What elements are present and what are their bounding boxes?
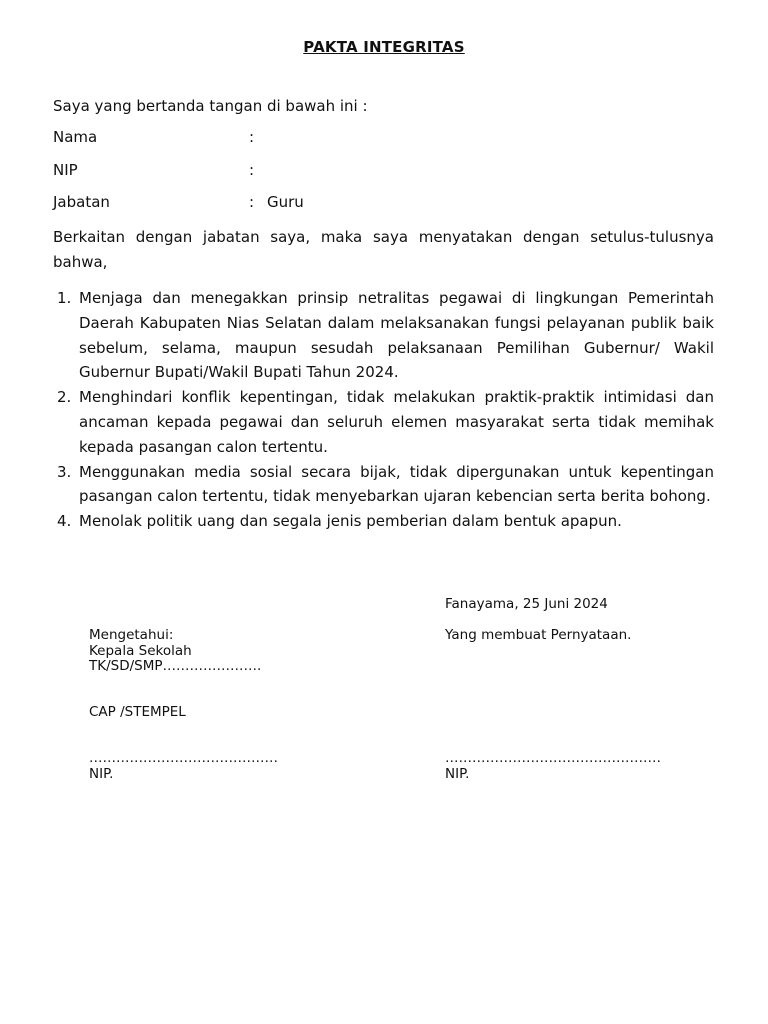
left-signature-name-line: …………………………………… [89, 750, 278, 766]
field-label: Nama [53, 128, 98, 146]
list-item-text: Menjaga dan menegakkan prinsip netralitas pegawai di lingkungan Pemerintah Daerah Kabupaten Nias Selatan dalam melaksanakan fungsi pelayanan publik baik sebelum, selama, maupun sesudah pelaksanaan Pemilihan Gubernur/ Wakil Gubernur Bupati/Wakil Bupati Tahun 2024. [79, 289, 714, 382]
list-item-text: Menghindari konflik kepentingan, tidak melakukan praktik-praktik intimidasi dan ancaman kepada pegawai dan seluruh elemen masyarakat serta tidak memihak kepada pasangan calon tertentu. [79, 388, 714, 456]
right-signature-role: Yang membuat Pernyataan. [445, 627, 632, 643]
document-title: PAKTA INTEGRITAS [303, 38, 465, 56]
field-value: Guru [267, 193, 304, 211]
field-colon: : [249, 128, 255, 146]
list-item [53, 385, 714, 459]
statement-paragraph: Berkaitan dengan jabatan saya, maka saya menyatakan dengan setulus-tulusnya bahwa, [53, 228, 714, 271]
field-colon: : [249, 193, 255, 211]
intro-text: Saya yang bertanda tangan di bawah ini : [53, 97, 368, 115]
list-item [53, 509, 714, 534]
field-colon: : [249, 161, 255, 179]
stamp-placeholder: CAP /STEMPEL [89, 704, 186, 720]
list-item [53, 460, 714, 510]
field-label: NIP [53, 161, 78, 179]
left-signature-role: Kepala Sekolah [89, 643, 192, 659]
left-signature-known: Mengetahui: [89, 627, 174, 643]
list-item [53, 286, 714, 385]
field-label: Jabatan [53, 193, 110, 211]
list-item-text: Menolak politik uang dan segala jenis pemberian dalam bentuk apapun. [79, 512, 622, 531]
right-signature-name-line: ………………………………………… [445, 750, 661, 766]
list-item-number: 3. [57, 462, 72, 481]
list-item-number: 4. [57, 512, 72, 531]
list-item-number: 2. [57, 388, 72, 407]
list-item-text: Menggunakan media sosial secara bijak, tidak dipergunakan untuk kepentingan pasangan calon tertentu, tidak menyebarkan ujaran kebencian serta berita bohong. [79, 462, 714, 506]
commitment-list [53, 286, 714, 534]
list-item-number: 1. [57, 289, 72, 307]
place-date: Fanayama, 25 Juni 2024 [445, 596, 608, 612]
left-signature-nip: NIP. [89, 766, 114, 782]
right-signature-nip: NIP. [445, 766, 470, 782]
left-signature-school: TK/SD/SMP…………………. [89, 658, 262, 674]
